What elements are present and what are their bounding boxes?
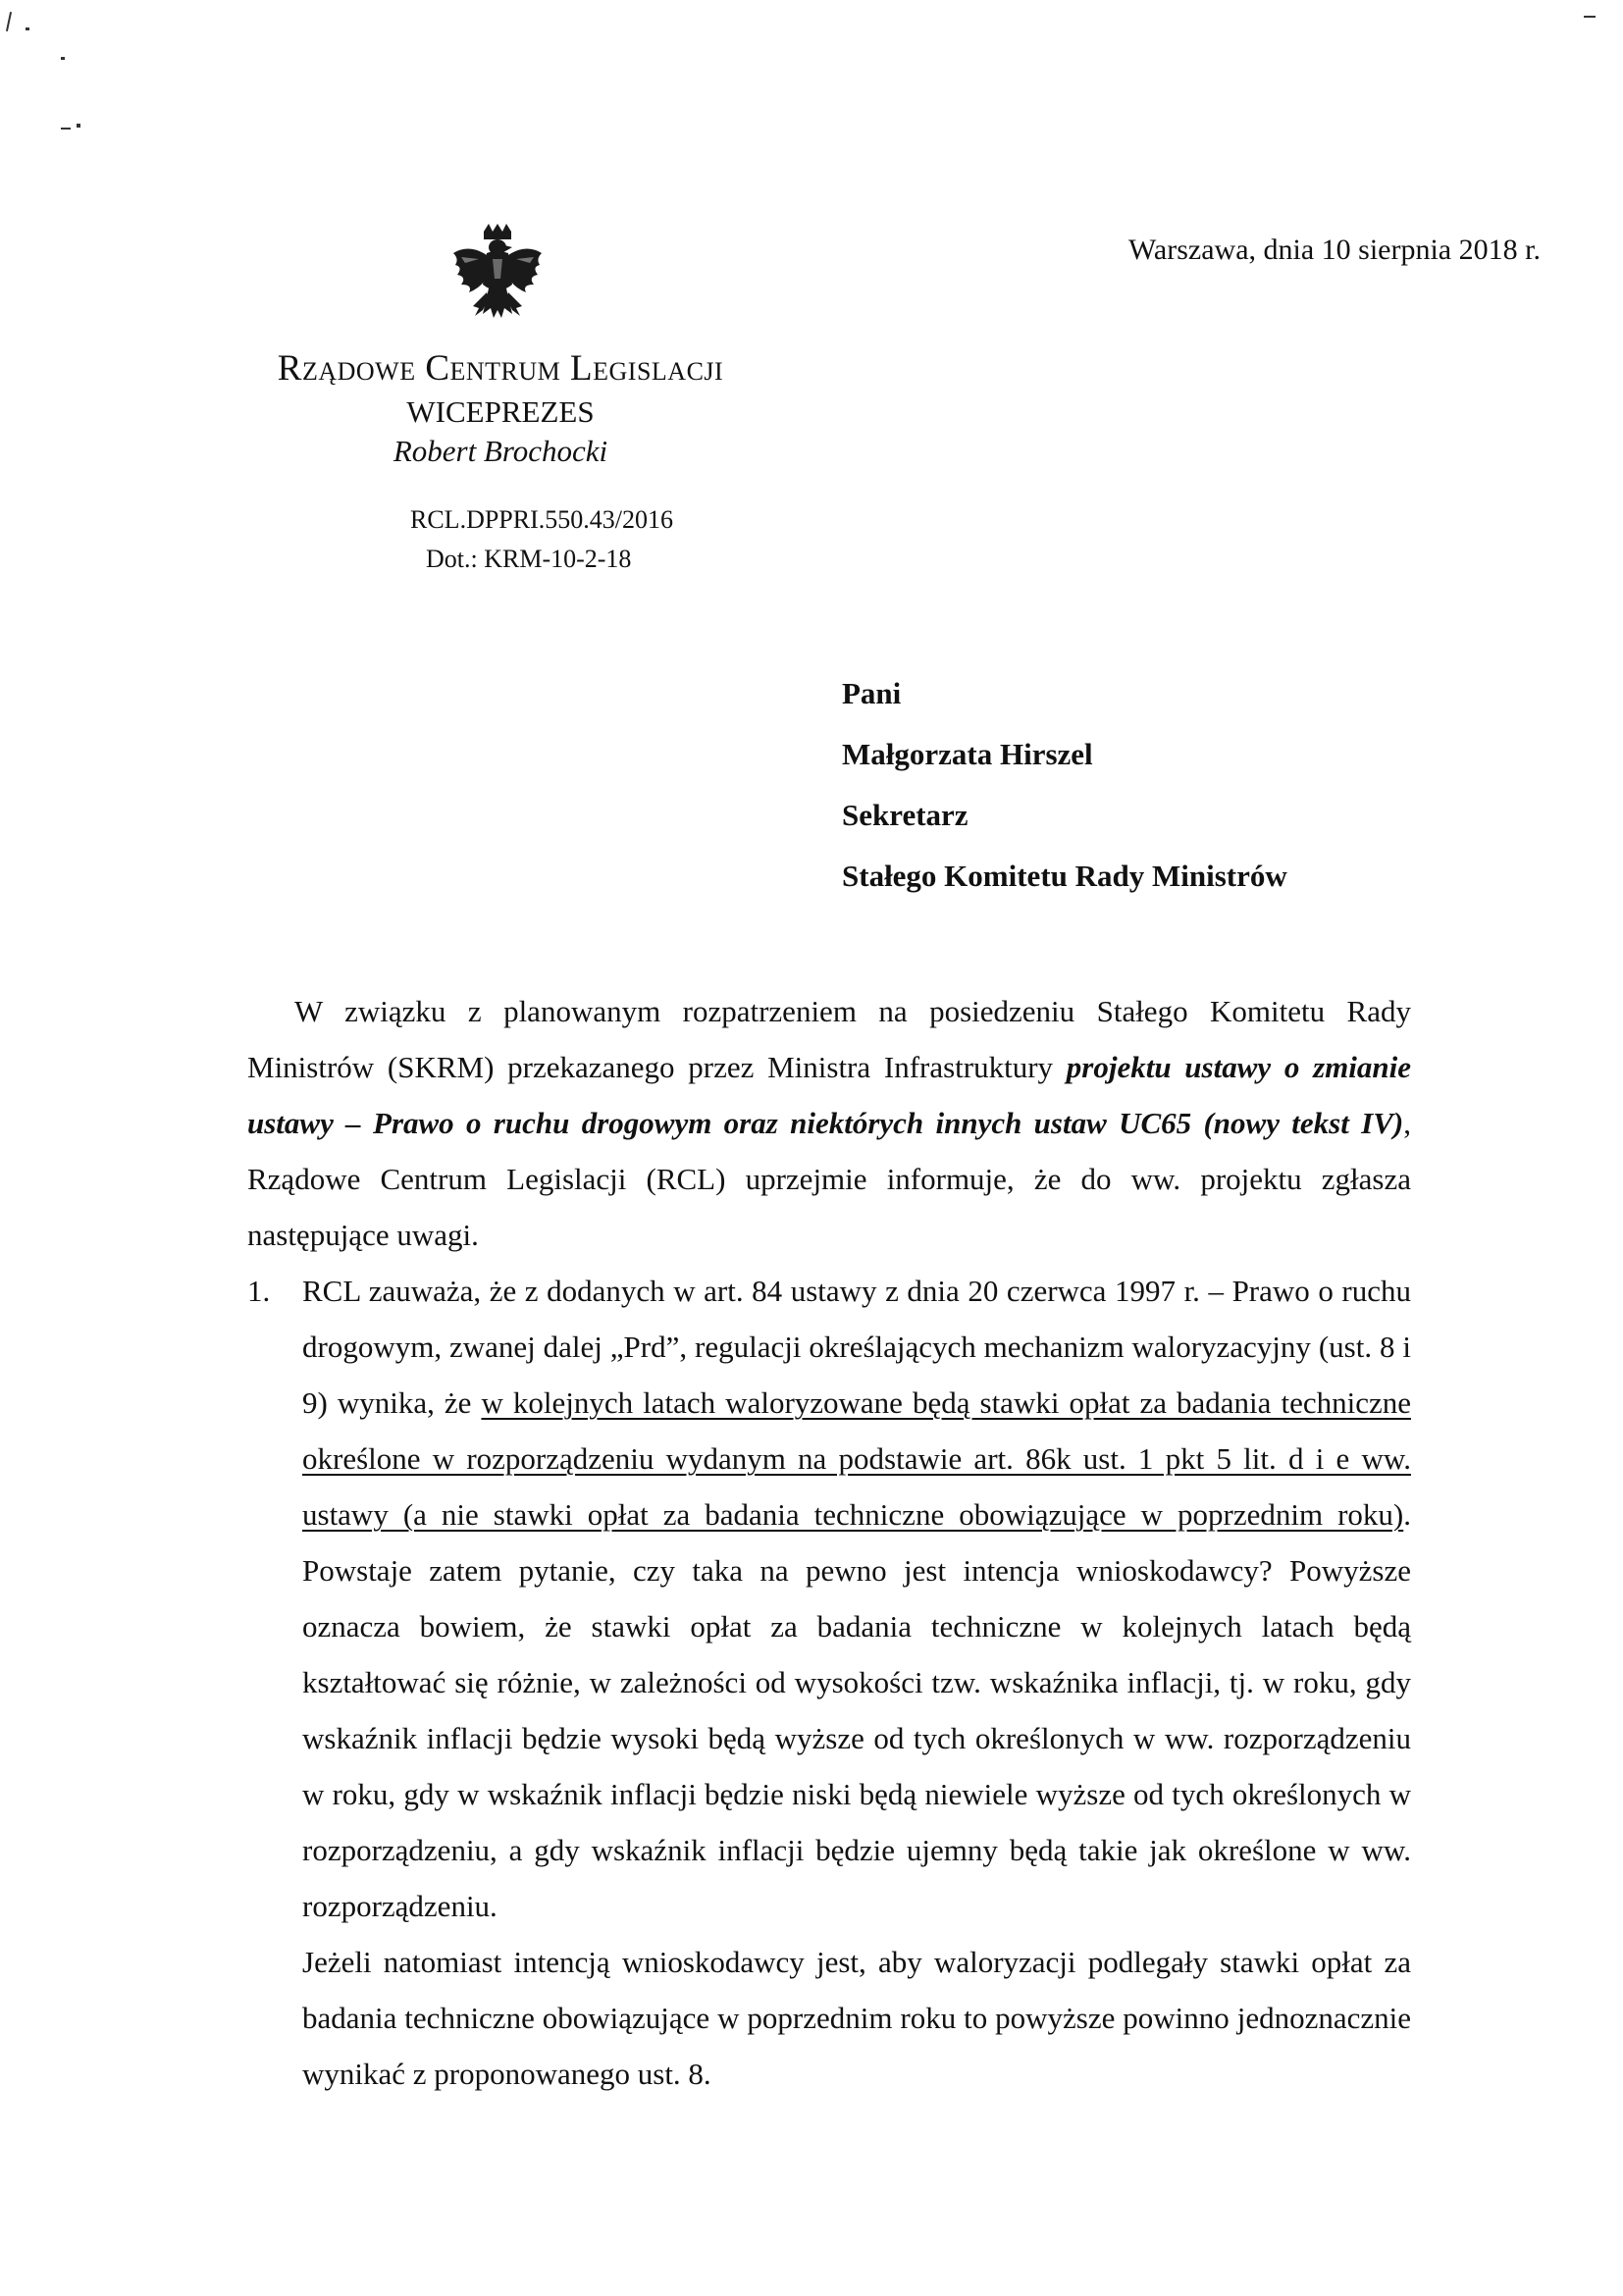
sender-role: WICEPREZES [406, 394, 595, 429]
sender-block [216, 345, 785, 471]
organization-name: Rządowe Centrum Legislacji [277, 348, 724, 389]
scan-artifact [1584, 16, 1596, 18]
sender-name: Robert Brochocki [393, 434, 608, 468]
intro-text: W związku z planowanym rozpatrzeniem na posiedzeniu Stałego Komitetu Rady Ministrów (SKRM) przekazanego przez Ministra Infrastruktury [247, 994, 1411, 1084]
intro-text-end: , Rządowe Centrum Legislacji (RCL) uprzejmie informuje, że do ww. projektu zgłasza następujące uwagi. [247, 1106, 1411, 1252]
recipient-name: Małgorzata Hirszel [842, 737, 1093, 771]
scan-artifact [6, 12, 12, 31]
remarks-list [247, 1263, 1411, 1934]
recipient-salutation: Pani [842, 676, 902, 710]
list-item [247, 1263, 1411, 1934]
scan-artifact [61, 128, 71, 130]
letter-body [247, 983, 1411, 2102]
reference-block [410, 500, 673, 579]
scan-artifact [61, 57, 65, 60]
scan-artifact [77, 124, 80, 128]
scan-artifact [26, 27, 29, 30]
regarding-number: Dot.: KRM-10-2-18 [426, 545, 632, 573]
item-underlined-text: w kolejnych latach waloryzowane będą stawki opłat za badania techniczne określone w rozporządzeniu wydanym na podstawie art. 86k ust. 1 pkt 5 lit. d i e ww. ustawy (a nie stawki opłat za badania techniczne obowiązujące w poprzednim roku) [302, 1385, 1411, 1532]
item-text-end: . Powstaje zatem pytanie, czy taka na pewno jest intencja wnioskodawcy? Powyższe oznacza bowiem, że stawki opłat za badania techniczne w kolejnych latach będą kształtować się różnie, w zależności od wysokości tzw. wskaźnika inflacji, tj. w roku, gdy wskaźnik inflacji będzie wysoki będą wyższe od tych określonych w ww. rozporządzeniu w roku, gdy w wskaźnik inflacji będzie niski będą niewiele wyższe od tych określonych w rozporządzeniu, a gdy wskaźnik inflacji będzie ujemny będą takie jak określone w ww. rozporządzeniu. [302, 1497, 1411, 1923]
recipient-position: Sekretarz [842, 798, 969, 832]
closing-paragraph: Jeżeli natomiast intencją wnioskodawcy jest, aby waloryzacji podlegały stawki opłat za badania techniczne obowiązujące w poprzednim roku to powyższe powinno jednoznacznie wynikać z proponowanego ust. 8. [302, 1945, 1411, 2091]
place-and-date: Warszawa, dnia 10 sierpnia 2018 r. [1128, 234, 1541, 266]
recipient-block [842, 663, 1287, 907]
item-number: 1. [247, 1274, 271, 1308]
item-text: RCL zauważa, że z dodanych w art. 84 ustawy z dnia 20 czerwca 1997 r. – Prawo o ruchu drogowym, zwanej dalej „Prd”, regulacji określających mechanizm waloryzacyjny (ust. 8 i 9) wynika, że [302, 1274, 1411, 1420]
polish-eagle-emblem-icon [449, 224, 546, 334]
intro-paragraph [247, 983, 1411, 1263]
recipient-institution: Stałego Komitetu Rady Ministrów [842, 859, 1287, 893]
bill-title: projektu ustawy o zmianie ustawy – Prawo o ruchu drogowym oraz niektórych innych ustaw UC65 (nowy tekst IV) [247, 1050, 1411, 1140]
reference-number: RCL.DPPRI.550.43/2016 [410, 505, 673, 534]
